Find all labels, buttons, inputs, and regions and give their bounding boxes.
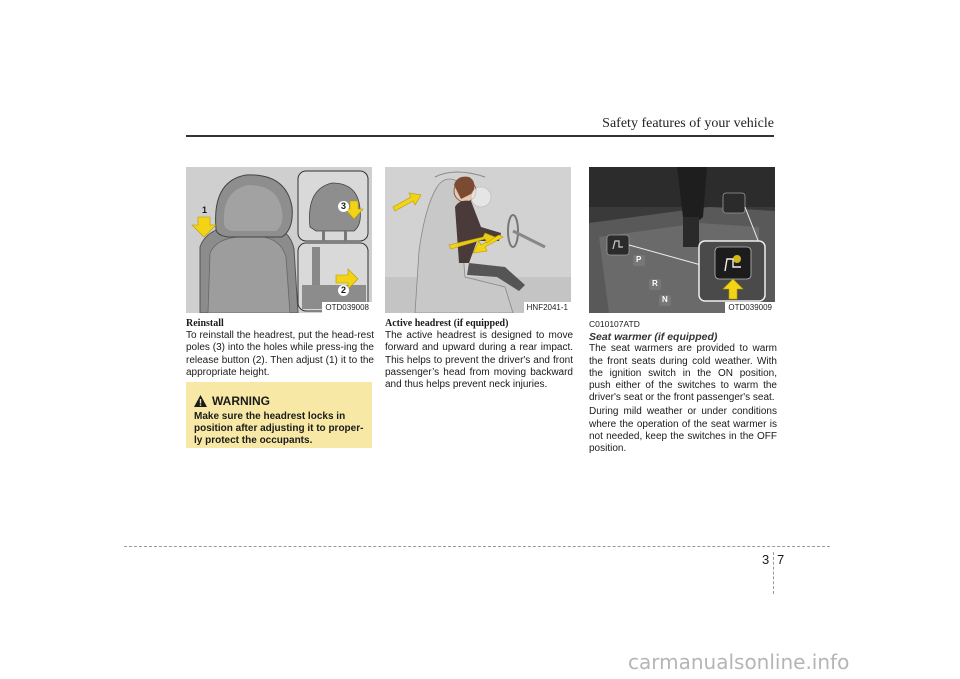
section-heading-active-headrest: Active headrest (if equipped) <box>385 318 509 329</box>
section-heading-reinstall: Reinstall <box>186 318 224 329</box>
seat-warmer-illustration <box>589 167 775 313</box>
section-code: C010107ATD <box>589 319 640 329</box>
figure-seat-warmer <box>589 167 775 313</box>
page-chapter-number: 3 <box>762 552 770 567</box>
column-seat-warmer <box>589 318 777 457</box>
active-headrest-illustration <box>385 167 571 313</box>
warning-text: Make sure the headrest locks in position after adjusting it to proper-ly protect the occupants. <box>194 411 364 446</box>
page-number-separator <box>773 552 775 594</box>
seat-warmer-body-2: During mild weather or under conditions where the operation of the seat warmer is not needed, keep the switches in the OFF position. <box>589 406 777 455</box>
footer-rule <box>124 546 830 547</box>
warning-box <box>186 382 372 448</box>
gear-label-p: P <box>636 255 642 264</box>
figure-headrest <box>186 167 372 313</box>
gear-label-r: R <box>652 279 658 288</box>
active-headrest-body: The active headrest is designed to move forward and upward during a rear impact. This helps to prevent the driver's and front passenger’s head from moving backward and thus helps prevent neck injuries. <box>385 330 573 391</box>
figure-code: OTD039009 <box>725 302 775 313</box>
column-active-headrest <box>385 318 573 393</box>
seat-warmer-body-1: The seat warmers are provided to warm the front seats during cold weather. With the ignition switch in the ON position, push either of the switches to warm the driver's seat or the front passenger's seat. <box>589 343 777 404</box>
page-header-title: Safety features of your vehicle <box>602 116 774 131</box>
figure-active-headrest <box>385 167 571 313</box>
figure-code: HNF2041-1 <box>524 302 571 313</box>
figure-code: OTD039008 <box>322 302 372 313</box>
page-number: 7 <box>777 552 785 567</box>
header-rule <box>186 135 774 137</box>
callout-label-1: 1 <box>202 205 208 215</box>
callout-label-2: 2 <box>338 285 349 296</box>
watermark-text: carmanualsonline.info <box>628 650 850 674</box>
warning-title: WARNING <box>212 394 270 408</box>
gear-label-n: N <box>662 295 668 304</box>
warning-triangle-icon <box>194 395 207 407</box>
warning-header <box>194 394 364 408</box>
callout-label-3: 3 <box>338 201 349 212</box>
section-heading-seat-warmer: Seat warmer (if equipped) <box>589 331 718 344</box>
column-reinstall <box>186 318 374 381</box>
reinstall-body: To reinstall the headrest, put the head-rest poles (3) into the holes while press-ing the release button (2). Then adjust (1) it to the appropriate height. <box>186 330 374 378</box>
